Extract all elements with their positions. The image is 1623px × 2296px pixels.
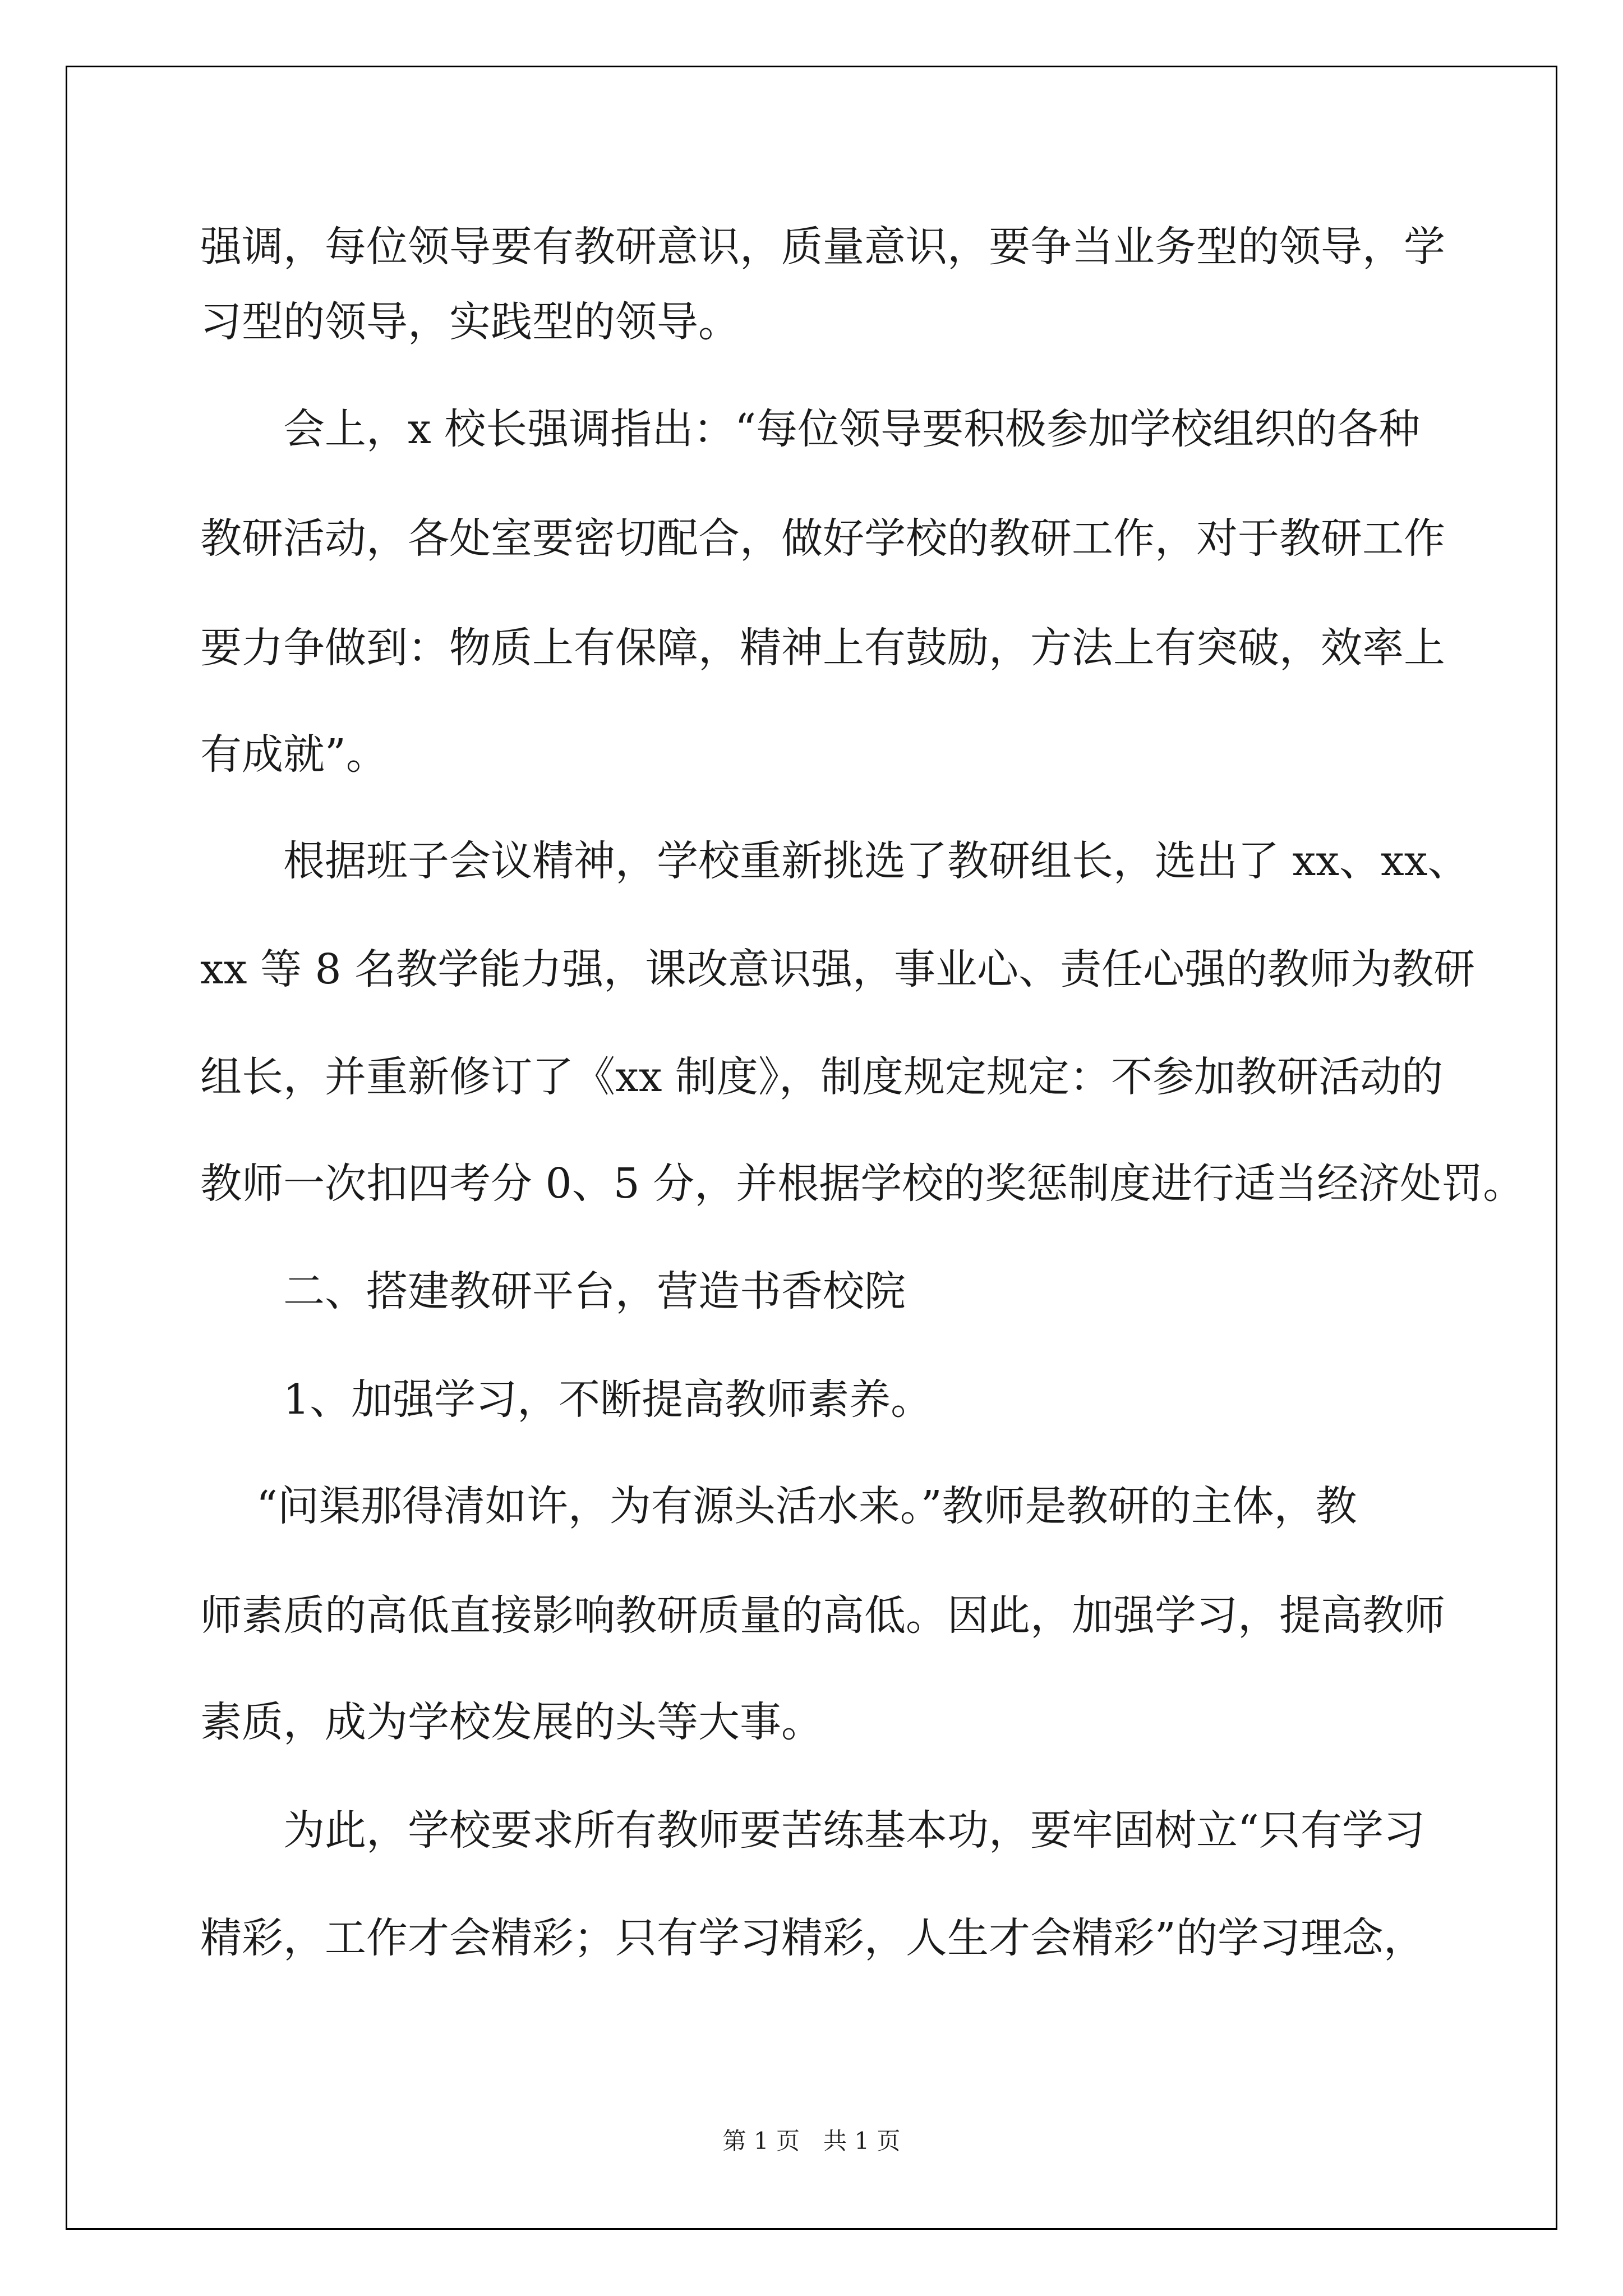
text-line: xx 等 8 名教学能力强，课改意识强，事业心、责任心强的教师为教研 [200, 945, 1476, 993]
text-line: 强调，每位领导要有教研意识，质量意识，要争当业务型的领导，学 [200, 223, 1445, 271]
text-line: 师素质的高低直接影响教研质量的高低。因此，加强学习，提高教师 [200, 1591, 1445, 1640]
text-line: 精彩，工作才会精彩；只有学习精彩，人生才会精彩”的学习理念， [200, 1914, 1425, 1962]
text-line: 习型的领导，实践型的领导。 [200, 298, 740, 346]
page-number: 第 1 页 共 1 页 [722, 2127, 901, 2155]
text-line: 要力争做到：物质上有保障，精神上有鼓励，方法上有突破，效率上 [200, 624, 1445, 672]
text-line: 会上，x 校长强调指出：“每位领导要积极参加学校组织的各种 [283, 405, 1421, 453]
text-line: 教研活动，各处室要密切配合，做好学校的教研工作，对于教研工作 [200, 514, 1445, 563]
text-line: 为此，学校要求所有教师要苦练基本功，要牢固树立“只有学习 [283, 1806, 1425, 1855]
page-border [66, 66, 1557, 2230]
subsection-heading: 1、加强学习，不断提高教师素养。 [283, 1375, 933, 1424]
text-line: 教师一次扣四考分 0、5 分，并根据学校的奖惩制度进行适当经济处罚。 [200, 1159, 1525, 1208]
text-line: 有成就”。 [200, 730, 388, 779]
text-line: “问渠那得清如许，为有源头活水来。”教师是教研的主体，教 [256, 1482, 1357, 1530]
text-line: 素质，成为学校发展的头等大事。 [200, 1698, 823, 1746]
section-heading: 二、搭建教研平台，营造书香校院 [283, 1267, 906, 1315]
text-line: 组长，并重新修订了《xx 制度》，制度规定规定：不参加教研活动的 [200, 1053, 1443, 1101]
text-line: 根据班子会议精神，学校重新挑选了教研组长，选出了 xx、xx、 [283, 837, 1469, 885]
